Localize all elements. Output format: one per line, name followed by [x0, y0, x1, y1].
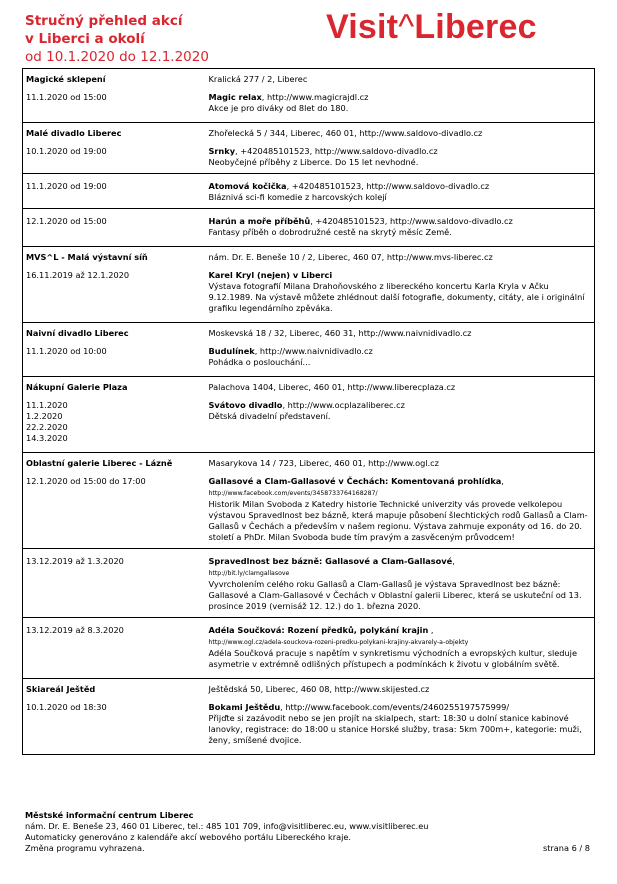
- event-contact: , +420485101523, http://www.saldovo-divadlo.cz: [286, 181, 490, 191]
- event-row: [23, 339, 595, 377]
- venue-address: Moskevská 18 / 32, Liberec, 460 31, http://www.naivnidivadlo.cz: [208, 328, 472, 338]
- footer-contact: nám. Dr. E. Beneše 23, 460 01 Liberec, tel.: 485 101 709, info@visitliberec.eu, www.visitliberec.eu: [25, 821, 429, 831]
- event-date: 10.1.2020 od 19:00: [26, 146, 107, 156]
- event-contact: , http://www.facebook.com/events/2460255197575999/: [280, 702, 510, 712]
- venue-address: Palachova 1404, Liberec, 460 01, http://www.liberecplaza.cz: [208, 382, 456, 392]
- venue-name: Oblastní galerie Liberec - Lázně: [26, 458, 173, 468]
- venue-name: Naivní divadlo Liberec: [26, 328, 129, 338]
- event-link: http://www.facebook.com/events/3458733764168287/: [208, 490, 378, 497]
- event-date: 13.12.2019 až 1.3.2020: [26, 556, 124, 566]
- event-contact: ,: [428, 625, 434, 635]
- footer-note-changes: Změna programu vyhrazena.: [25, 843, 145, 853]
- venue-name: MVS^L - Malá výstavní síň: [26, 252, 148, 262]
- event-row: [23, 549, 595, 618]
- venue-address: Kralická 277 / 2, Liberec: [208, 74, 308, 84]
- event-contact: , http://www.naivnidivadlo.cz: [254, 346, 373, 356]
- event-description: Fantasy příběh o dobrodružné cestě na skrytý měsíc Země.: [208, 227, 452, 237]
- venue-row: [23, 123, 595, 140]
- footer: [25, 810, 590, 854]
- event-date: 10.1.2020 od 18:30: [26, 702, 107, 712]
- date-range: od 10.1.2020 do 12.1.2020: [25, 49, 209, 65]
- venue-row: [23, 323, 595, 340]
- visit-liberec-logo: Visit^Liberec: [326, 8, 537, 46]
- venue-name: Nákupní Galerie Plaza: [26, 382, 128, 392]
- event-title: Srnky: [208, 146, 236, 156]
- event-date: 11.1.2020 od 15:00: [26, 92, 107, 102]
- event-description: Adéla Součková pracuje s napětím v synkretismu východních a evropských kultur, sleduje asymetrie v extrémně odlišných přístupech a podmínkách k životu v globálním světě.: [208, 648, 577, 669]
- venue-row: [23, 377, 595, 394]
- event-row: [23, 209, 595, 247]
- event-contact: ,: [452, 556, 455, 566]
- venue-row: [23, 69, 595, 86]
- footer-organization: Městské informační centrum Liberec: [25, 810, 194, 820]
- event-row: [23, 139, 595, 174]
- event-date: 11.1.2020 od 10:00: [26, 346, 107, 356]
- event-title: Harún a moře příběhů: [208, 216, 311, 226]
- event-date: 16.11.2019 až 12.1.2020: [26, 270, 130, 280]
- event-contact: , http://www.magicrajdl.cz: [261, 92, 369, 102]
- event-title: Budulínek: [208, 346, 255, 356]
- event-link: http://bit.ly/clamgallasove: [208, 570, 290, 577]
- event-contact: , http://www.ocplazaliberec.cz: [282, 400, 405, 410]
- venue-row: [23, 453, 595, 470]
- venue-name: Magické sklepení: [26, 74, 106, 84]
- event-date: 13.12.2019 až 8.3.2020: [26, 625, 124, 635]
- event-description: Neobyčejné příběhy z Liberce. Do 15 let nevhodné.: [208, 157, 419, 167]
- venue-address: nám. Dr. E. Beneše 10 / 2, Liberec, 460 07, http://www.mvs-liberec.cz: [208, 252, 493, 262]
- event-date: 12.1.2020 od 15:00: [26, 216, 107, 226]
- title-line-1: Stručný přehled akcí: [25, 13, 183, 29]
- event-title: Atomová kočička: [208, 181, 287, 191]
- event-row: [23, 469, 595, 549]
- event-description: Vyvrcholením celého roku Gallasů a Clam-Gallasů je výstava Spravedlnost bez bázně: Gallasové a Clam-Gallasové v Čechách v Oblastní galerii Liberec, která se uskuteční od 13. prosince 2019 (vernisáž 12. 12.) do 1. března 2020.: [208, 579, 582, 611]
- event-description: Akce je pro diváky od 8let do 180.: [208, 103, 349, 113]
- event-description: Historik Milan Svoboda z Katedry historie Technické univerzity vás provede velkolepou výstavou Spravedlnost bez bázně, která mapuje působení šlechtických rodů Gallasů a Clam-Gallasů v Čechách a především v našem regionu. Výstava zahrnuje exponáty od 16. do 20. století a PhDr. Milan Svoboda bude tím pravým a zasvěceným průvodcem!: [208, 499, 588, 542]
- event-row: [23, 695, 595, 755]
- event-date: 11.1.2020 od 19:00: [26, 181, 107, 191]
- venue-address: Zhořelecká 5 / 344, Liberec, 460 01, http://www.saldovo-divadlo.cz: [208, 128, 483, 138]
- event-title: Spravedlnost bez bázně: Gallasové a Clam-Gallasové: [208, 556, 453, 566]
- venue-name: Skiareál Ještěd: [26, 684, 96, 694]
- event-description: Dětská divadelní představení.: [208, 411, 331, 421]
- venue-address: Masarykova 14 / 723, Liberec, 460 01, http://www.ogl.cz: [208, 458, 439, 468]
- event-title: Gallasové a Clam-Gallasové v Čechách: Komentovaná prohlídka: [208, 476, 502, 486]
- event-row: [23, 85, 595, 123]
- venue-row: [23, 679, 595, 696]
- venue-address: Ještědská 50, Liberec, 460 08, http://www.skijested.cz: [208, 684, 430, 694]
- event-link: http://www.ogl.cz/adela-souckova-rozeni-predku-polykani-krajiny-akvarely-a-objekty: [208, 639, 469, 646]
- events-table: [22, 68, 595, 755]
- event-contact: ,: [501, 476, 504, 486]
- event-title: Bokami Ještědu: [208, 702, 281, 712]
- event-row: [23, 263, 595, 323]
- event-contact: , +420485101523, http://www.saldovo-divadlo.cz: [310, 216, 513, 226]
- event-description: Výstava fotografií Milana Drahoňovského z libereckého koncertu Karla Kryla v Ačku 9.12.1989. Na výstavě můžete zhlédnout další fotografie, dokumenty, citáty, ale i originální grafiku legendárního zpěváka.: [208, 281, 585, 313]
- event-date: 12.1.2020 od 15:00 do 17:00: [26, 476, 146, 486]
- venue-row: [23, 247, 595, 264]
- event-description: Bláznivá sci-fi komedie z harcovských kolejí: [208, 192, 387, 202]
- event-row: [23, 393, 595, 453]
- event-title: Svátovo divadlo: [208, 400, 283, 410]
- event-title: Magic relax: [208, 92, 262, 102]
- document-title: [25, 12, 325, 66]
- footer-note-generated: Automaticky generováno z kalendáře akcí webového portálu Libereckého kraje.: [25, 832, 352, 842]
- event-date: 11.1.2020 1.2.2020 22.2.2020 14.3.2020: [26, 400, 68, 443]
- event-title: Adéla Součková: Rození předků, polykání krajin: [208, 625, 429, 635]
- page-number: strana 6 / 8: [542, 843, 590, 853]
- event-row: [23, 174, 595, 209]
- event-contact: , +420485101523, http://www.saldovo-divadlo.cz: [235, 146, 438, 156]
- venue-name: Malé divadlo Liberec: [26, 128, 122, 138]
- event-description: Pohádka o poslouchání...: [208, 357, 311, 367]
- event-title: Karel Kryl (nejen) v Liberci: [208, 270, 333, 280]
- title-line-2: v Liberci a okolí: [25, 31, 145, 47]
- event-row: [23, 618, 595, 679]
- event-description: Přijďte si zazávodit nebo se jen projít na skialpech, start: 18:30 u dolní stanice kabinové lanovky, registrace: do 18:00 u stanice Horské služby, trasa: 5km 700m+, kategorie: muži, ženy, smíšené dvojice.: [208, 713, 582, 745]
